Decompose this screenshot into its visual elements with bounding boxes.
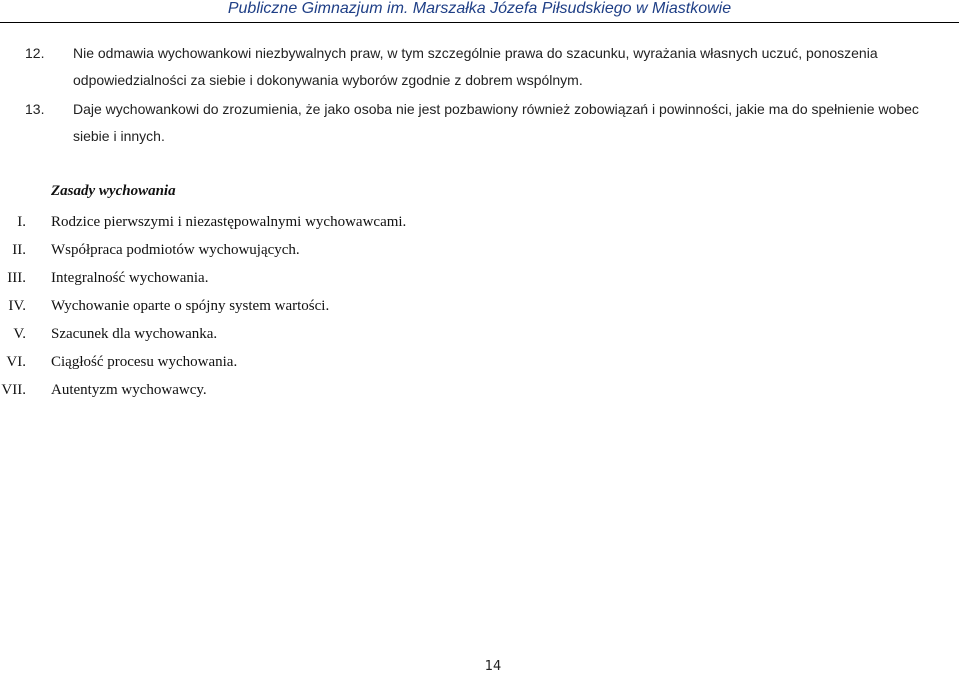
paragraph-text: Daje wychowankowi do zrozumienia, że jako osoba nie jest pozbawiony również zobowiązań i powinności, jakie ma do spełnienie wobec siebie i innych. xyxy=(73,101,919,144)
list-numeral: VI. xyxy=(6,354,26,370)
paragraph-item xyxy=(25,40,957,94)
list-numeral: V. xyxy=(13,326,26,342)
paragraph-number: 12. xyxy=(25,45,45,61)
list-item-text: Szacunek dla wychowanka. xyxy=(51,326,218,342)
list-item-text: Autentyzm wychowawcy. xyxy=(51,382,207,398)
list-numeral: III. xyxy=(7,270,26,286)
list-item xyxy=(0,264,700,292)
list-item-text: Wychowanie oparte o spójny system wartości. xyxy=(51,298,330,314)
list-item-text: Współpraca podmiotów wychowujących. xyxy=(51,242,300,258)
list-item xyxy=(0,376,700,404)
list-item xyxy=(0,208,700,236)
page-number: 14 xyxy=(484,659,502,674)
list-numeral: VII. xyxy=(1,382,26,398)
header-divider xyxy=(0,22,959,23)
list-item xyxy=(0,320,700,348)
list-numeral: IV. xyxy=(8,298,26,314)
paragraph-item xyxy=(25,96,957,150)
header-title: Publiczne Gimnazjum im. Marszałka Józefa Piłsudskiego w Miastkowie xyxy=(227,0,732,17)
paragraph-text: Nie odmawia wychowankowi niezbywalnych praw, w tym szczególnie prawa do szacunku, wyrażania własnych uczuć, ponoszenia odpowiedzialności za siebie i dokonywania wyborów zgodnie z dobrem wspólnym. xyxy=(73,45,878,88)
page-header xyxy=(0,0,959,18)
list-numeral: II. xyxy=(12,242,26,258)
list-item xyxy=(0,292,700,320)
principles-list xyxy=(0,208,700,404)
list-item-text: Rodzice pierwszymi i niezastępowalnymi wychowawcami. xyxy=(51,214,407,230)
list-numeral: I. xyxy=(17,214,26,230)
paragraph-number: 13. xyxy=(25,101,45,117)
list-item xyxy=(0,348,700,376)
list-item xyxy=(0,236,700,264)
list-item-text: Integralność wychowania. xyxy=(51,270,209,286)
list-item-text: Ciągłość procesu wychowania. xyxy=(51,354,238,370)
section-heading: Zasady wychowania xyxy=(51,183,176,199)
